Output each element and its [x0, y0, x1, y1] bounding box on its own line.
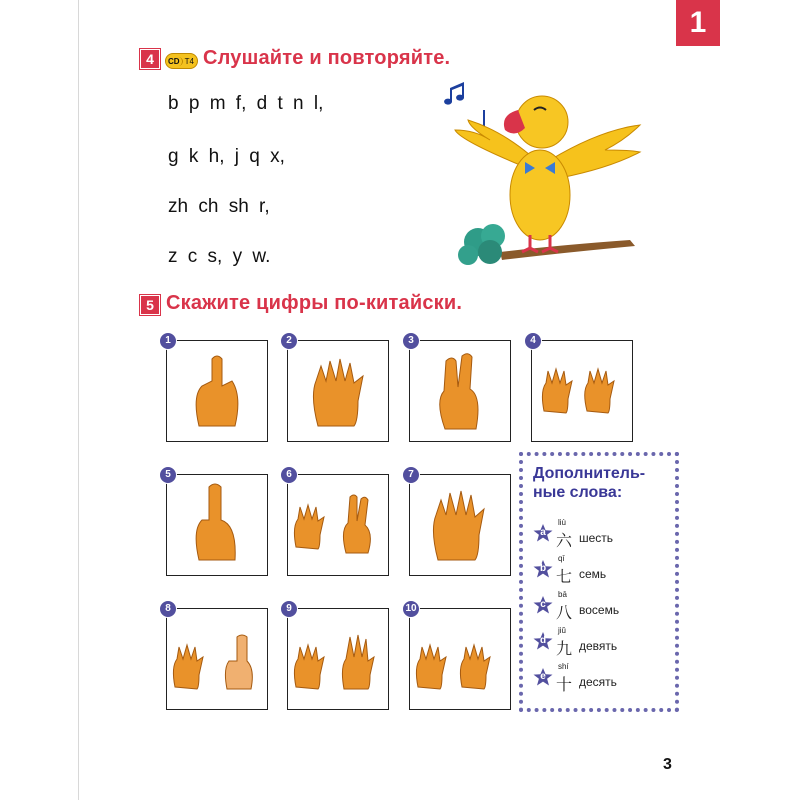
letter-row-4: z c s, y w.	[168, 246, 271, 267]
box-number-8: 8	[159, 600, 177, 618]
hand-box-9	[287, 608, 389, 710]
word-pinyin: jiǔ	[558, 626, 567, 635]
hand-box-10	[409, 608, 511, 710]
two-hands-six-icon	[288, 475, 388, 575]
hand-box-2	[287, 340, 389, 442]
two-open-hands-icon	[410, 609, 510, 709]
bush-icon	[458, 224, 505, 265]
word-russian: восемь	[579, 603, 620, 617]
one-finger-hand-icon	[167, 341, 267, 441]
word-letter: e	[540, 671, 546, 682]
cd-track-badge[interactable]	[165, 53, 198, 69]
hand-box-1	[166, 340, 268, 442]
word-row-d	[533, 626, 673, 656]
extra-words-box	[519, 452, 679, 712]
unit-tab: 1	[676, 0, 720, 46]
track-label: T4	[184, 56, 194, 66]
word-hanzi: 六	[556, 531, 573, 550]
letter-row-2: g k h, j q x,	[168, 146, 285, 167]
word-pinyin: liù	[558, 518, 567, 527]
hand-box-8	[166, 608, 268, 710]
word-row-b	[533, 554, 673, 584]
word-row-a	[533, 518, 673, 548]
page-number: 3	[663, 756, 672, 773]
box-number-2: 2	[280, 332, 298, 350]
word-russian: девять	[579, 639, 618, 653]
word-letter: c	[540, 599, 546, 610]
hand-box-4	[531, 340, 633, 442]
extra-words-title-line-1: Дополнитель-	[533, 465, 646, 482]
box-number-6: 6	[280, 466, 298, 484]
exercise-5-number: 5	[140, 295, 160, 315]
exercise-4-number: 4	[140, 49, 160, 69]
word-russian: семь	[579, 567, 607, 581]
box-number-10: 10	[402, 600, 420, 618]
word-row-c	[533, 590, 673, 620]
word-pinyin: shí	[558, 662, 569, 671]
box-number-1: 1	[159, 332, 177, 350]
three-finger-hand-icon	[410, 341, 510, 441]
two-hands-icon	[532, 341, 632, 441]
page-edge	[78, 0, 79, 800]
index-finger-hand-icon	[167, 475, 267, 575]
hand-box-3	[409, 340, 511, 442]
word-pinyin: qī	[558, 554, 565, 563]
box-number-5: 5	[159, 466, 177, 484]
word-row-e	[533, 662, 673, 692]
word-letter: d	[539, 635, 547, 646]
two-hands-eight-icon	[167, 609, 267, 709]
hand-box-5	[166, 474, 268, 576]
box-number-3: 3	[402, 332, 420, 350]
letter-row-1: b p m f, d t n l,	[168, 93, 324, 114]
word-hanzi: 九	[556, 639, 573, 658]
letter-row-3: zh ch sh r,	[168, 196, 270, 217]
word-letter: b	[539, 563, 547, 574]
hand-box-6	[287, 474, 389, 576]
extra-words-title	[533, 464, 673, 502]
extra-words-title-line-2: ные слова:	[533, 484, 623, 501]
box-number-9: 9	[280, 600, 298, 618]
exercise-5-title: Скажите цифры по-китайски.	[166, 292, 463, 314]
cd-icon: CD	[166, 57, 183, 66]
singing-bird-illustration	[430, 70, 660, 275]
word-hanzi: 八	[556, 603, 573, 622]
word-hanzi: 七	[556, 567, 573, 586]
word-hanzi: 十	[556, 675, 573, 694]
word-russian: шесть	[579, 531, 614, 545]
open-hand-icon	[288, 341, 388, 441]
two-hands-nine-icon	[288, 609, 388, 709]
word-russian: десять	[579, 675, 617, 689]
box-number-7: 7	[402, 466, 420, 484]
box-number-4: 4	[524, 332, 542, 350]
word-letter: a	[540, 527, 546, 538]
exercise-4-title: Слушайте и повторяйте.	[203, 47, 451, 69]
open-hand-seven-icon	[410, 475, 510, 575]
word-pinyin: bā	[558, 590, 567, 599]
hand-box-7	[409, 474, 511, 576]
